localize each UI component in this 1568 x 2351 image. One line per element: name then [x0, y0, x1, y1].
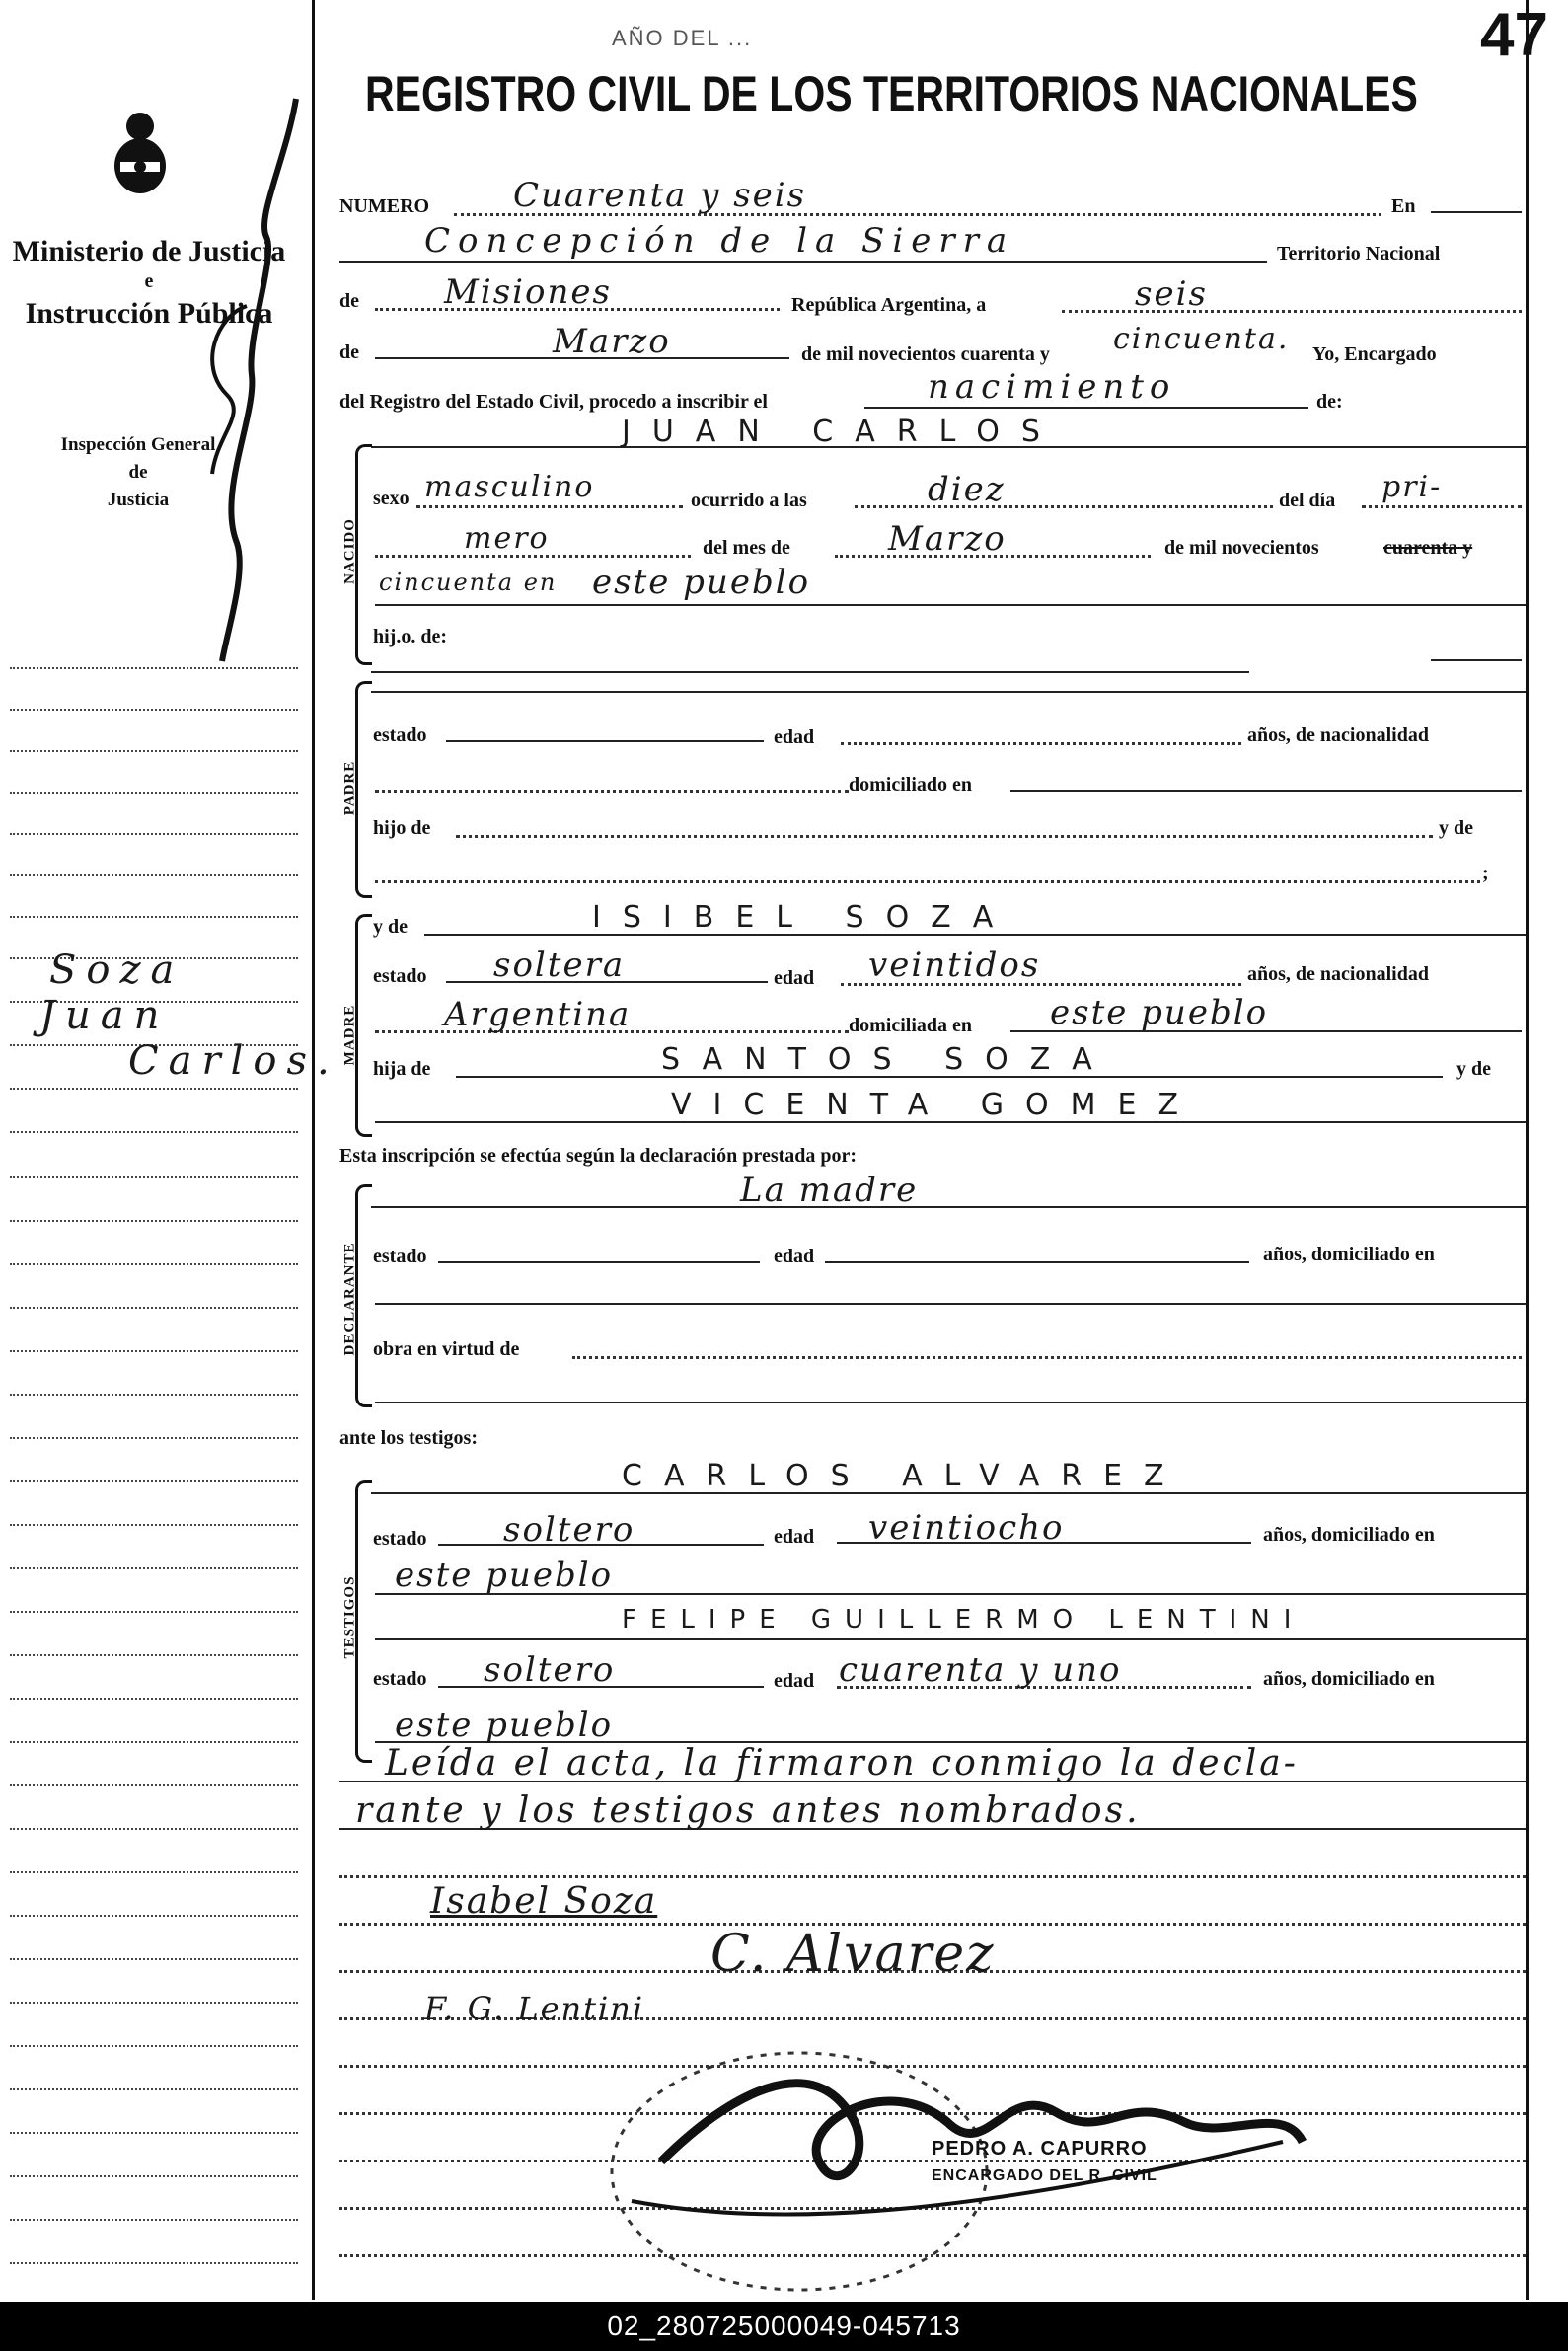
- testigo2-domicilio: este pueblo: [395, 1706, 614, 1745]
- ministry-line-2: e: [144, 270, 154, 292]
- testigo2-name: FELIPE GUILLERMO LENTINI: [622, 1605, 1306, 1634]
- madre-edad-label: edad: [774, 967, 815, 989]
- numero-value: Cuarenta y seis: [513, 176, 807, 215]
- testigo2-estado-label: estado: [373, 1668, 427, 1690]
- numero-label: NUMERO: [339, 195, 430, 217]
- madre-y-de-label: y de: [373, 916, 408, 938]
- padre-estado-label: estado: [373, 724, 427, 746]
- inspeccion-line-1: Inspección General: [60, 434, 216, 455]
- padre-domiciliado-label: domiciliado en: [849, 774, 973, 796]
- en-label: En: [1391, 195, 1416, 217]
- nacido-name-value: JUAN CARLOS: [622, 415, 1062, 449]
- margin-note-first-name: Juan: [39, 993, 170, 1038]
- testigo1-edad-label: edad: [774, 1526, 815, 1548]
- page-number: 47: [1480, 1, 1548, 69]
- signature-isabel: Isabel Soza: [430, 1881, 658, 1922]
- inspeccion-line-2: de: [128, 462, 148, 483]
- republica-label: República Argentina, a: [791, 294, 987, 316]
- province-value: Misiones: [444, 272, 612, 312]
- madre-hija-de-label: hija de: [373, 1058, 431, 1080]
- madre-nacionalidad-value: Argentina: [444, 995, 632, 1034]
- declaracion-label: Esta inscripción se efectúa según la declaración prestada por:: [339, 1145, 858, 1167]
- declarante-value: La madre: [740, 1171, 919, 1210]
- mil-label: de mil novecientos: [1164, 537, 1319, 559]
- padre-semicolon: ;: [1482, 863, 1489, 884]
- padre-hijo-de-label: hijo de: [373, 817, 431, 839]
- acta-type-value: nacimiento: [928, 367, 1176, 407]
- ministry-line-3: Instrucción Pública: [25, 297, 273, 330]
- testigo2-estado: soltero: [484, 1650, 616, 1690]
- place-value: Concepción de la Sierra: [424, 221, 1015, 261]
- testigo1-estado: soltero: [503, 1510, 635, 1550]
- testigo1-name: CARLOS ALVAREZ: [622, 1459, 1186, 1493]
- declarante-edad-label: edad: [774, 1246, 815, 1267]
- hora-value: diez: [928, 470, 1006, 509]
- testigo1-estado-label: estado: [373, 1528, 427, 1550]
- mes-value: Marzo: [888, 519, 1007, 559]
- declarante-section-label: DECLARANTE: [341, 1242, 358, 1356]
- ministry-line-1: Ministerio de Justicia: [12, 235, 286, 267]
- day-value: seis: [1135, 274, 1208, 314]
- year-stamp: AÑO DEL ...: [612, 26, 753, 50]
- declarante-obra-label: obra en virtud de: [373, 1338, 520, 1360]
- territorio-label: Territorio Nacional: [1277, 243, 1441, 265]
- closing-line-1: Leída el acta, la firmaron conmigo la decla-: [385, 1743, 1299, 1783]
- margin-note: [30, 948, 339, 1084]
- madre-section-label: MADRE: [341, 1004, 358, 1066]
- padre-y-de-label: y de: [1439, 817, 1473, 839]
- madre-edad-value: veintidos: [868, 946, 1041, 985]
- madre-name-value: ISIBEL SOZA: [592, 900, 1015, 935]
- margin-note-second-name: Carlos.: [128, 1038, 339, 1084]
- padre-edad-label: edad: [774, 726, 815, 748]
- madre-padre-value: SANTOS SOZA: [661, 1042, 1114, 1077]
- testigo1-edad: veintiocho: [868, 1508, 1065, 1548]
- mil-struck: cuarenta y: [1383, 537, 1473, 559]
- testigos-section-label: TESTIGOS: [341, 1575, 358, 1659]
- sexo-label: sexo: [373, 488, 410, 509]
- madre-domicilio-value: este pueblo: [1050, 993, 1269, 1032]
- nacido-section-label: NACIDO: [341, 518, 358, 584]
- margin-note-surname: Soza: [49, 948, 185, 993]
- hijo-label: hij.o. de:: [373, 626, 447, 647]
- testigo1-domicilio-label: años, domiciliado en: [1263, 1524, 1435, 1546]
- del-dia-label: del día: [1279, 490, 1336, 511]
- month-value: Marzo: [553, 322, 671, 361]
- footer-code: 02_280725000049-045713: [0, 2302, 1568, 2351]
- madre-estado-label: estado: [373, 965, 427, 987]
- page-title: REGISTRO CIVIL DE LOS TERRITORIOS NACIONALES: [365, 66, 1418, 121]
- sexo-value: masculino: [424, 470, 595, 504]
- margin-separator: [312, 0, 315, 2300]
- signature-alvarez: C. Alvarez: [710, 1925, 996, 1984]
- lugar-value: este pueblo: [592, 563, 811, 602]
- signature-lentini: F. G. Lentini: [424, 1990, 645, 2027]
- testigo2-domicilio-label: años, domiciliado en: [1263, 1668, 1435, 1690]
- sidebar-dotted-lines: [0, 0, 306, 2300]
- stamp-title: ENCARGADO DEL R. CIVIL: [932, 2167, 1157, 2184]
- madre-estado-value: soltera: [493, 946, 626, 985]
- de-label: de: [339, 290, 359, 312]
- del-mes-label: del mes de: [703, 537, 790, 559]
- stamp-name: PEDRO A. CAPURRO: [932, 2138, 1148, 2160]
- padre-nacionalidad-label: años, de nacionalidad: [1247, 724, 1429, 746]
- anio-value: cincuenta en: [379, 569, 558, 596]
- right-border: [1526, 0, 1529, 2300]
- testigo2-edad: cuarenta y uno: [839, 1650, 1122, 1690]
- closing-line-2: rante y los testigos antes nombrados.: [355, 1790, 1141, 1831]
- ocurrido-label: ocurrido a las: [691, 490, 807, 511]
- registro-label: del Registro del Estado Civil, procedo a inscribir el: [339, 391, 768, 413]
- testigo1-domicilio: este pueblo: [395, 1555, 614, 1595]
- dia-value: pri-: [1381, 470, 1443, 504]
- padre-section-label: PADRE: [341, 760, 358, 816]
- madre-madre-value: VICENTA GOMEZ: [671, 1088, 1201, 1122]
- declarante-estado-label: estado: [373, 1246, 427, 1267]
- year-text-label: de mil novecientos cuarenta y: [801, 343, 1050, 365]
- testigo2-edad-label: edad: [774, 1670, 815, 1692]
- madre-domiciliada-label: domiciliada en: [849, 1015, 973, 1036]
- de2-label: de: [339, 341, 359, 363]
- declarante-domicilio-label: años, domiciliado en: [1263, 1244, 1435, 1265]
- encargado-label: Yo, Encargado: [1312, 343, 1437, 365]
- madre-y-de2-label: y de: [1456, 1058, 1491, 1080]
- dia-value-2: mero: [464, 521, 550, 556]
- de3-label: de:: [1316, 391, 1343, 413]
- year-value: cincuenta.: [1113, 322, 1290, 356]
- testigos-label: ante los testigos:: [339, 1427, 478, 1449]
- inspeccion-line-3: Justicia: [107, 490, 170, 510]
- madre-nacionalidad-label: años, de nacionalidad: [1247, 963, 1429, 985]
